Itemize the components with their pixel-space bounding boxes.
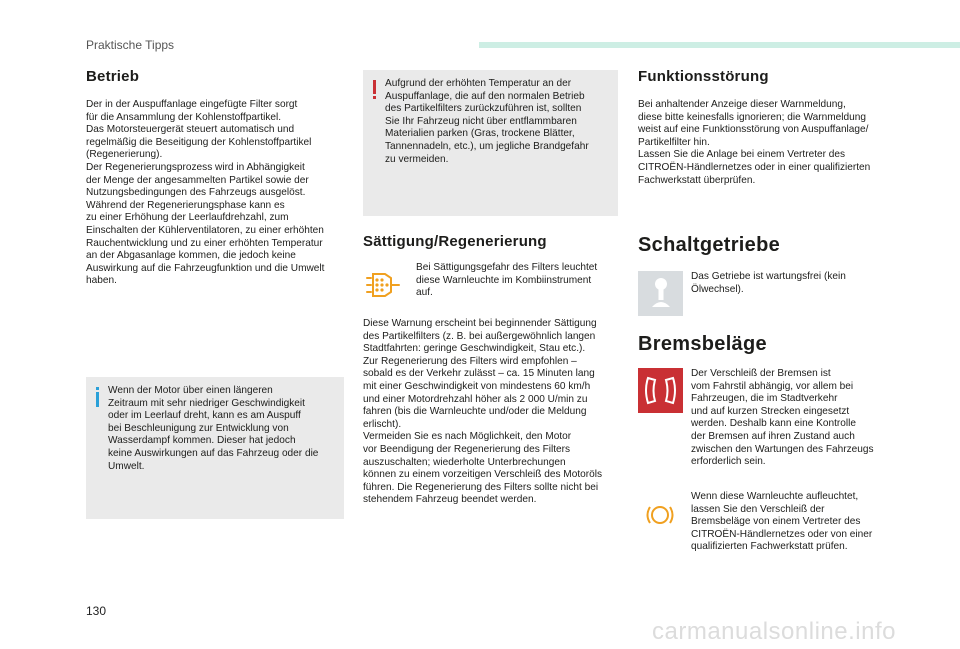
text-line: vor Beendigung der Regenerierung des Filters [363,443,571,455]
text-line: auszuschalten; wiederholte Unterbrechungen [363,456,566,468]
text-line: Das Getriebe ist wartungsfrei (kein [691,271,846,282]
text-line: an der Abgasanlage kommen, die jedoch keine [86,250,296,262]
text-line: Tannennadeln, etc.), um jegliche Brandgefahr [385,140,589,152]
text-line: Zeitraum mit sehr niedriger Geschwindigkeit [108,397,305,409]
info-icon [96,387,99,407]
text-line: Nutzungsbedingungen des Fahrzeugs ausgelöst. [86,187,306,199]
text-line: Der Regenerierungsprozess wird in Abhängigkeit [86,161,305,173]
text-line: Umwelt. [108,460,145,472]
info-box-text [108,385,340,473]
text-line: Während der Regenerierungsphase kann es [86,199,285,211]
text-line: des Partikelfilters zurückzuführen ist, sollten [385,103,582,115]
text-line: des Partikelfilters (z. B. bei außergewöhnlich langen [363,330,596,342]
header-section-title: Praktische Tipps [86,38,175,52]
text-line: zu einer Erhöhung der Leerlaufdrehzahl, zum [86,212,289,224]
text-line: und einer Motordrehzahl höher als 2 000 U/min zu [363,393,588,405]
text-line: qualifizierten Fachwerkstatt prüfen. [691,541,848,553]
heading-funktionsstoerung: Funktionsstörung [638,68,769,85]
heading-betrieb: Betrieb [86,68,140,85]
warning-box-text [385,78,615,166]
text-line: Bremsbeläge von einem Vertreter des [691,516,861,528]
text-line: Wasserdampf kommen. Dieser hat jedoch [108,435,296,447]
text-line: weist auf eine Funktionsstörung von Auspuffanlage/ [638,124,869,136]
text-line: erlischt). [363,418,402,430]
text-line: Fahrzeugen, die im Stadtverkehr [691,393,838,405]
text-line: Partikelfilter hin. [638,136,710,148]
text-line: CITROËN-Händlernetzes oder in einer qualifizierten [638,161,871,173]
warning-exclamation-icon [373,80,376,100]
text-line: zwischen den Wartungen des Fahrzeugs [691,443,874,455]
text-line: mit einer Geschwindigkeit von mindestens 60 km/h [363,380,591,392]
text-line: (Regenerierung). [86,149,163,161]
text-line: Bei anhaltender Anzeige dieser Warnmeldung, [638,99,846,110]
text-line: Materialien parken (Gras, trockene Blätter, [385,128,575,140]
text-line: Bei Sättigungsgefahr des Filters leuchtet [416,262,598,273]
heading-bremsbelaege: Bremsbeläge [638,333,767,355]
text-line: erforderlich sein. [691,456,766,468]
text-line: Sie Ihr Fahrzeug nicht über entflammbaren [385,115,577,127]
brake-pads-icon [638,368,683,413]
brake-warning-icon [644,500,676,530]
text-line: oder im Leerlauf dreht, kann es am Auspuff [108,410,301,422]
text-line: Ölwechsel). [691,283,744,295]
bremsbelaege-text [691,368,886,469]
text-line: für die Ansammlung der Kohlenstoffpartikel. [86,111,282,123]
text-line: Einschalten der Kühlerventilatoren, zu einer erhöhten [86,224,324,236]
text-line: werden. Deshalb kann eine Kontrolle [691,418,856,430]
text-line: sobald es der Verkehr zulässt – ca. 15 Minuten lang [363,368,595,380]
text-line: Der Verschleiß der Bremsen ist [691,368,831,379]
text-line: und auf kurzen Strecken eingesetzt [691,405,850,417]
text-line: der Bremsen auf ihren Zustand auch [691,430,855,442]
saettigung-text [363,318,618,507]
text-line: keine Auswirkungen auf das Fahrzeug oder die [108,447,319,459]
watermark-text: carmanualsonline.info [652,618,896,645]
heading-schaltgetriebe: Schaltgetriebe [638,234,781,256]
funktionsstoerung-text [638,99,888,187]
text-line: lassen Sie den Verschleiß der [691,503,825,515]
text-line: diese Warnleuchte im Kombiinstrument [416,274,592,286]
text-line: Vermeiden Sie es nach Möglichkeit, den Motor [363,431,572,443]
text-line: zu vermeiden. [385,153,449,165]
particle-filter-warning-icon [363,262,407,306]
text-line: fahren (bis die Warnleuchte und/oder die Meldung [363,406,587,418]
text-line: Stadtfahrten: geringe Geschwindigkeit, Stau etc.). [363,343,586,355]
text-line: führen. Die Regenerierung des Filters sollte nicht bei [363,481,599,493]
bremsbelaege-warning-text [691,491,886,554]
text-line: Wenn der Motor über einen längeren [108,385,273,396]
text-line: Wenn diese Warnleuchte aufleuchtet, [691,491,859,502]
text-line: Auspuffanlage, die auf den normalen Betrieb [385,90,585,102]
text-line: Fachwerkstatt überprüfen. [638,174,756,186]
text-line: der Menge der angesammelten Partikel sowie der [86,174,309,186]
saettigung-intro-text [416,262,616,300]
text-line: können zu einem vorzeitigen Verschleiß des Motoröls [363,469,603,481]
text-line: Das Motorsteuergerät steuert automatisch und [86,124,295,136]
heading-saettigung: Sättigung/Regenerierung [363,233,547,250]
text-line: Lassen Sie die Anlage bei einem Vertreter des [638,149,846,161]
text-line: Rauchentwicklung und zu einer erhöhten Temperatur [86,237,323,249]
text-line: stehendem Fahrzeug beendet werden. [363,494,537,506]
gear-lever-icon [638,271,683,316]
betrieb-text [86,99,344,288]
text-line: regelmäßig die Beseitigung der Kohlenstoffpartikel [86,136,312,148]
text-line: diese bitte keinesfalls ignorieren; die Warnmeldung [638,111,866,123]
header-decorative-bar [479,42,960,48]
text-line: Zur Regenerierung des Filters wird empfohlen – [363,355,577,367]
text-line: Diese Warnung erscheint bei beginnender Sättigung [363,318,597,329]
text-line: vom Fahrstil abhängig, vor allem bei [691,380,854,392]
text-line: haben. [86,275,117,287]
text-line: Der in der Auspuffanlage eingefügte Filter sorgt [86,99,298,110]
text-line: bei Beschleunigung zur Entwicklung von [108,422,289,434]
text-line: Auswirkung auf die Fahrzeugfunktion und die Umwelt [86,262,325,274]
text-line: CITROËN-Händlernetzes oder von einer [691,528,873,540]
text-line: auf. [416,287,433,299]
page-number: 130 [86,604,107,618]
text-line: Aufgrund der erhöhten Temperatur an der [385,78,572,89]
schaltgetriebe-text [691,271,881,296]
